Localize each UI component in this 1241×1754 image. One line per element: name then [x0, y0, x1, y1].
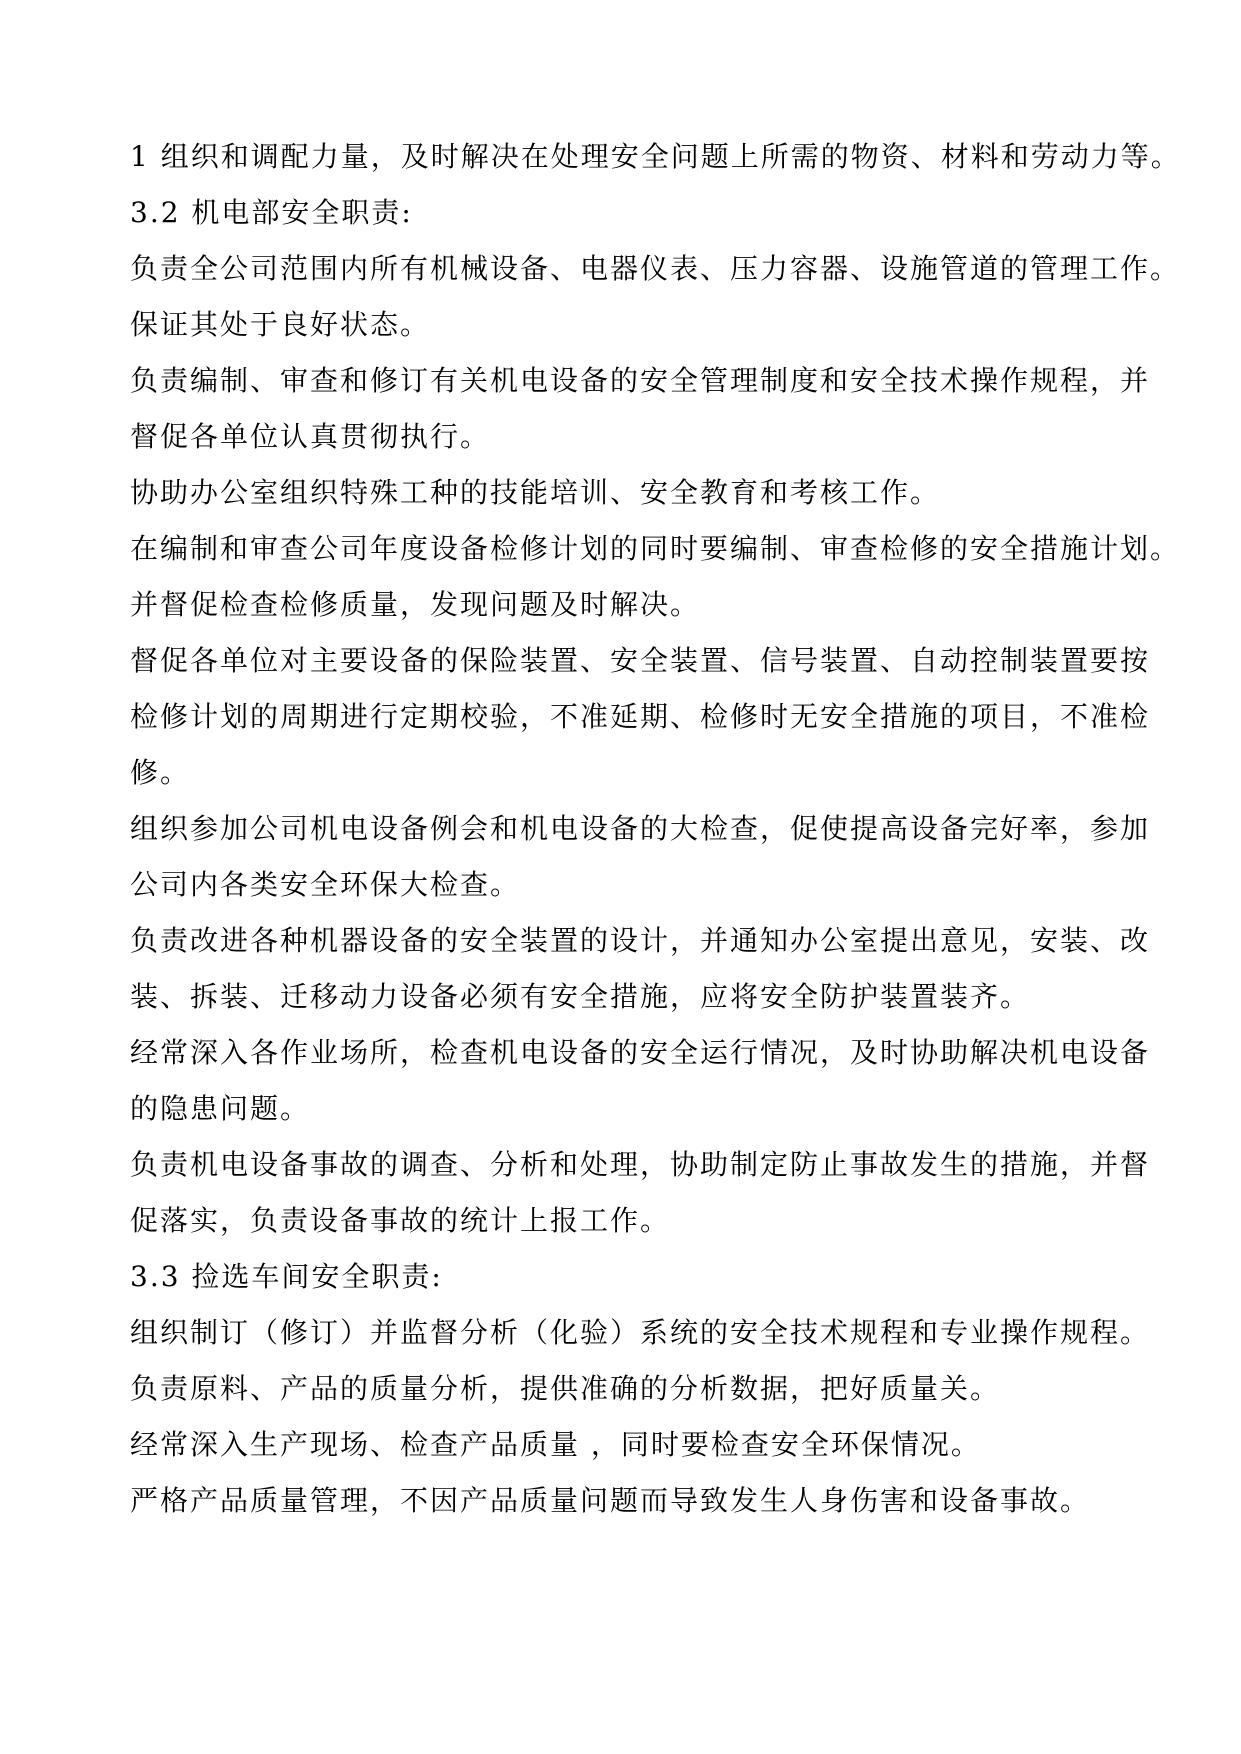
text-line: 1 组织和调配力量，及时解决在处理安全问题上所需的物资、材料和劳动力等。	[130, 140, 1181, 173]
text-line: 的隐患问题。	[130, 1092, 311, 1125]
text-line: 保证其处于良好状态。	[130, 308, 431, 341]
text-line: 负责原料、产品的质量分析，提供准确的分析数据，把好质量关。	[130, 1372, 1001, 1405]
text-line: 负责编制、审查和修订有关机电设备的安全管理制度和安全技术操作规程，并	[130, 364, 1151, 397]
text-line: 负责改进各种机器设备的安全装置的设计，并通知办公室提出意见，安装、改	[130, 924, 1151, 957]
text-line: 促落实，负责设备事故的统计上报工作。	[130, 1204, 671, 1237]
text-line: 并督促检查检修质量，发现问题及时解决。	[130, 588, 701, 621]
document-body	[130, 140, 1181, 1543]
text-line: 负责全公司范围内所有机械设备、电器仪表、压力容器、设施管道的管理工作。	[130, 252, 1181, 285]
text-line: 组织制订（修订）并监督分析（化验）系统的安全技术规程和专业操作规程。	[130, 1316, 1151, 1349]
text-line: 负责机电设备事故的调查、分析和处理，协助制定防止事故发生的措施，并督	[130, 1148, 1151, 1181]
text-line: 检修计划的周期进行定期校验，不准延期、检修时无安全措施的项目，不准检	[130, 700, 1151, 733]
text-line: 督促各单位对主要设备的保险装置、安全装置、信号装置、自动控制装置要按	[130, 644, 1151, 677]
section-heading: 3.3 捡选车间安全职责:	[130, 1260, 443, 1293]
section-heading: 3.2 机电部安全职责:	[130, 196, 413, 229]
text-line: 修。	[130, 756, 191, 789]
text-line: 协助办公室组织特殊工种的技能培训、安全教育和考核工作。	[130, 476, 941, 509]
text-line: 组织参加公司机电设备例会和机电设备的大检查，促使提高设备完好率，参加	[130, 812, 1151, 845]
text-line: 督促各单位认真贯彻执行。	[130, 420, 491, 453]
text-line: 公司内各类安全环保大检查。	[130, 868, 521, 901]
text-line: 经常深入生产现场、检查产品质量 ，同时要检查安全环保情况。	[130, 1428, 981, 1461]
text-line: 经常深入各作业场所，检查机电设备的安全运行情况，及时协助解决机电设备	[130, 1036, 1151, 1069]
text-line: 严格产品质量管理，不因产品质量问题而导致发生人身伤害和设备事故。	[130, 1484, 1091, 1517]
text-line: 在编制和审查公司年度设备检修计划的同时要编制、审查检修的安全措施计划。	[130, 532, 1181, 565]
text-line: 装、拆装、迁移动力设备必须有安全措施，应将安全防护装置装齐。	[130, 980, 1031, 1013]
